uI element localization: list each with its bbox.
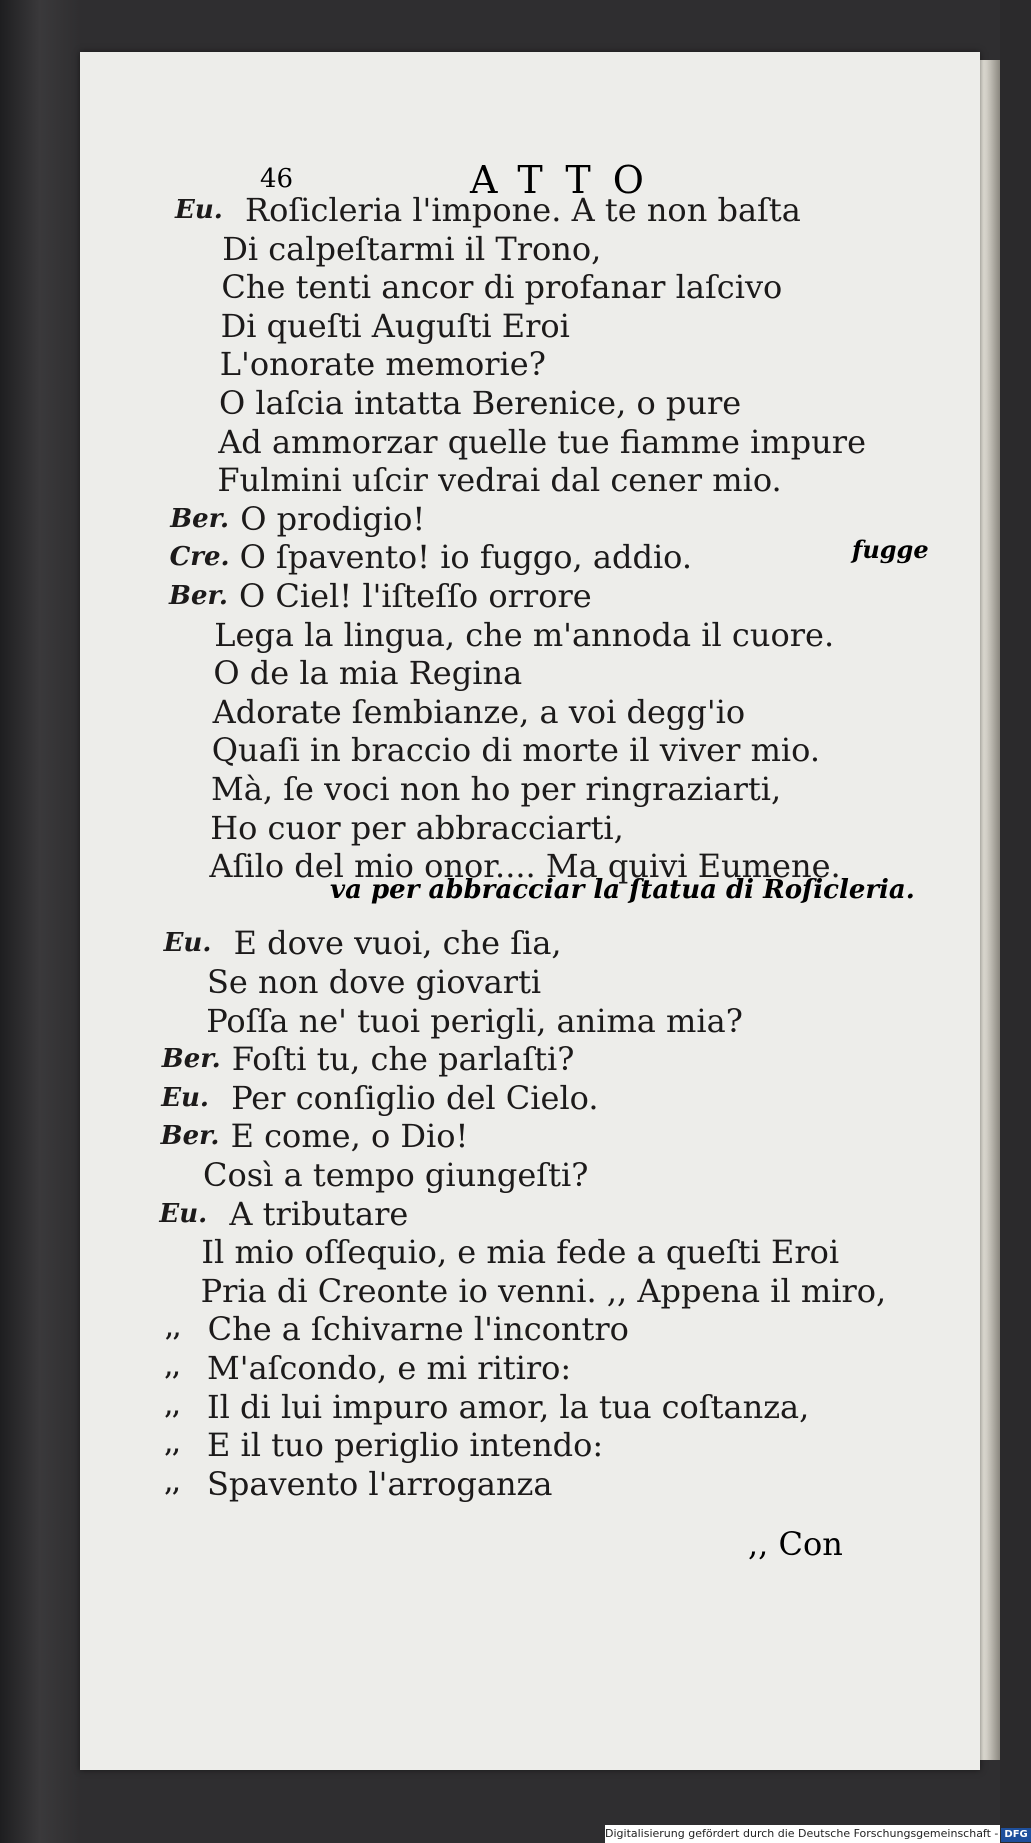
verse-line: Ho cuor per abbracciarti, bbox=[210, 808, 624, 847]
verse-line: Lega la lingua, che m'annoda il cuore. bbox=[214, 615, 835, 654]
speaker-label: Ber. bbox=[160, 1121, 220, 1152]
verse-line: Il di lui impuro amor, la tua coſtanza, bbox=[207, 1387, 810, 1426]
book-page bbox=[80, 52, 980, 1770]
verse-line: E come, o Dio! bbox=[230, 1117, 469, 1156]
quotation-mark: ,, bbox=[165, 1393, 181, 1420]
verse-line: Adorate ſembianze, a voi degg'io bbox=[212, 692, 746, 731]
verse-line: Poſſa ne' tuoi perigli, anima mia? bbox=[206, 1001, 743, 1040]
quotation-mark: ,, bbox=[165, 1432, 181, 1459]
speaker-label: Ber. bbox=[170, 503, 230, 534]
quotation-mark: ,, bbox=[165, 1470, 181, 1497]
speaker-label: Eu. bbox=[175, 195, 223, 225]
verse-line: Spavento l'arroganza bbox=[207, 1464, 553, 1503]
verse-line: Che tenti ancor di profanar laſcivo bbox=[221, 268, 783, 307]
verse-line: Di queſti Auguſti Eroi bbox=[220, 306, 570, 345]
verse-line: Ad ammorzar quelle tue fiamme impure bbox=[218, 422, 866, 461]
speaker-label: Eu. bbox=[163, 928, 212, 959]
verse-line: Fulmini uſcir vedrai dal cener mio. bbox=[217, 461, 782, 500]
verse-line: Pria di Creonte io venni. ,, Appena il miro, bbox=[200, 1271, 887, 1310]
verse-line: Di calpeſtarmi il Trono, bbox=[222, 229, 602, 268]
verse-line: Che a ſchivarne l'incontro bbox=[207, 1310, 629, 1349]
quotation-mark: ,, bbox=[165, 1355, 181, 1381]
speaker-label: Eu. bbox=[161, 1082, 209, 1113]
speaker-label: Eu. bbox=[159, 1198, 208, 1229]
verse-line: Per conſiglio del Cielo. bbox=[231, 1078, 599, 1117]
dfg-logo: DFG bbox=[1001, 1828, 1030, 1842]
verse-line: A tributare bbox=[229, 1194, 409, 1233]
verse-line: E il tuo periglio intendo: bbox=[207, 1426, 604, 1465]
page-header-title: ATTO bbox=[470, 158, 666, 202]
verse-line: O ſpavento! io fuggo, addio. bbox=[239, 538, 693, 577]
speaker-label: Cre. bbox=[169, 542, 230, 573]
speaker-label: Ber. bbox=[169, 581, 228, 611]
verse-line: Aſilo del mio onor.... Ma quivi Eumene. bbox=[209, 847, 841, 886]
verse-line: Il mio oſſequio, e mia fede a queſti Eroi bbox=[201, 1233, 840, 1272]
verse-line: L'onorate memorie? bbox=[219, 345, 546, 384]
verse-line: Foſti tu, che parlaſti? bbox=[231, 1040, 575, 1079]
verse-line: O Ciel! l'iſteſſo orrore bbox=[239, 577, 592, 615]
catchword: ,, Con bbox=[748, 1525, 843, 1563]
digitization-footer bbox=[605, 1825, 1028, 1843]
verse-line: O de la mia Regina bbox=[213, 654, 523, 693]
verse-line: O laſcia intatta Berenice, o pure bbox=[219, 384, 742, 422]
verse-line: Se non dove giovarti bbox=[207, 963, 542, 1001]
verse-line: Mà, ſe voci non ho per ringraziarti, bbox=[211, 770, 782, 808]
footer-credit: Digitalisierung gefördert durch die Deutsche Forschungsgemeinschaft - bbox=[605, 1827, 999, 1840]
verse-line: O prodigio! bbox=[240, 499, 426, 538]
stage-direction-fugge: fugge bbox=[852, 535, 929, 564]
page-number: 46 bbox=[260, 164, 294, 194]
speaker-label: Ber. bbox=[161, 1044, 221, 1075]
verse-line: Così a tempo giungeſti? bbox=[203, 1156, 589, 1194]
verse-text bbox=[80, 52, 980, 1652]
quotation-mark: ,, bbox=[165, 1316, 181, 1343]
stage-direction-abbraccia: va per abbracciar la ſtatua di Roſicleria. bbox=[330, 875, 915, 905]
verse-line: E dove vuoi, che ſia, bbox=[233, 924, 562, 963]
verse-line: Roſicleria l'impone. A te non baſta bbox=[245, 191, 801, 229]
verse-line: M'aſcondo, e mi ritiro: bbox=[207, 1349, 572, 1387]
verse-line: Quaſi in braccio di morte il viver mio. bbox=[211, 731, 821, 770]
